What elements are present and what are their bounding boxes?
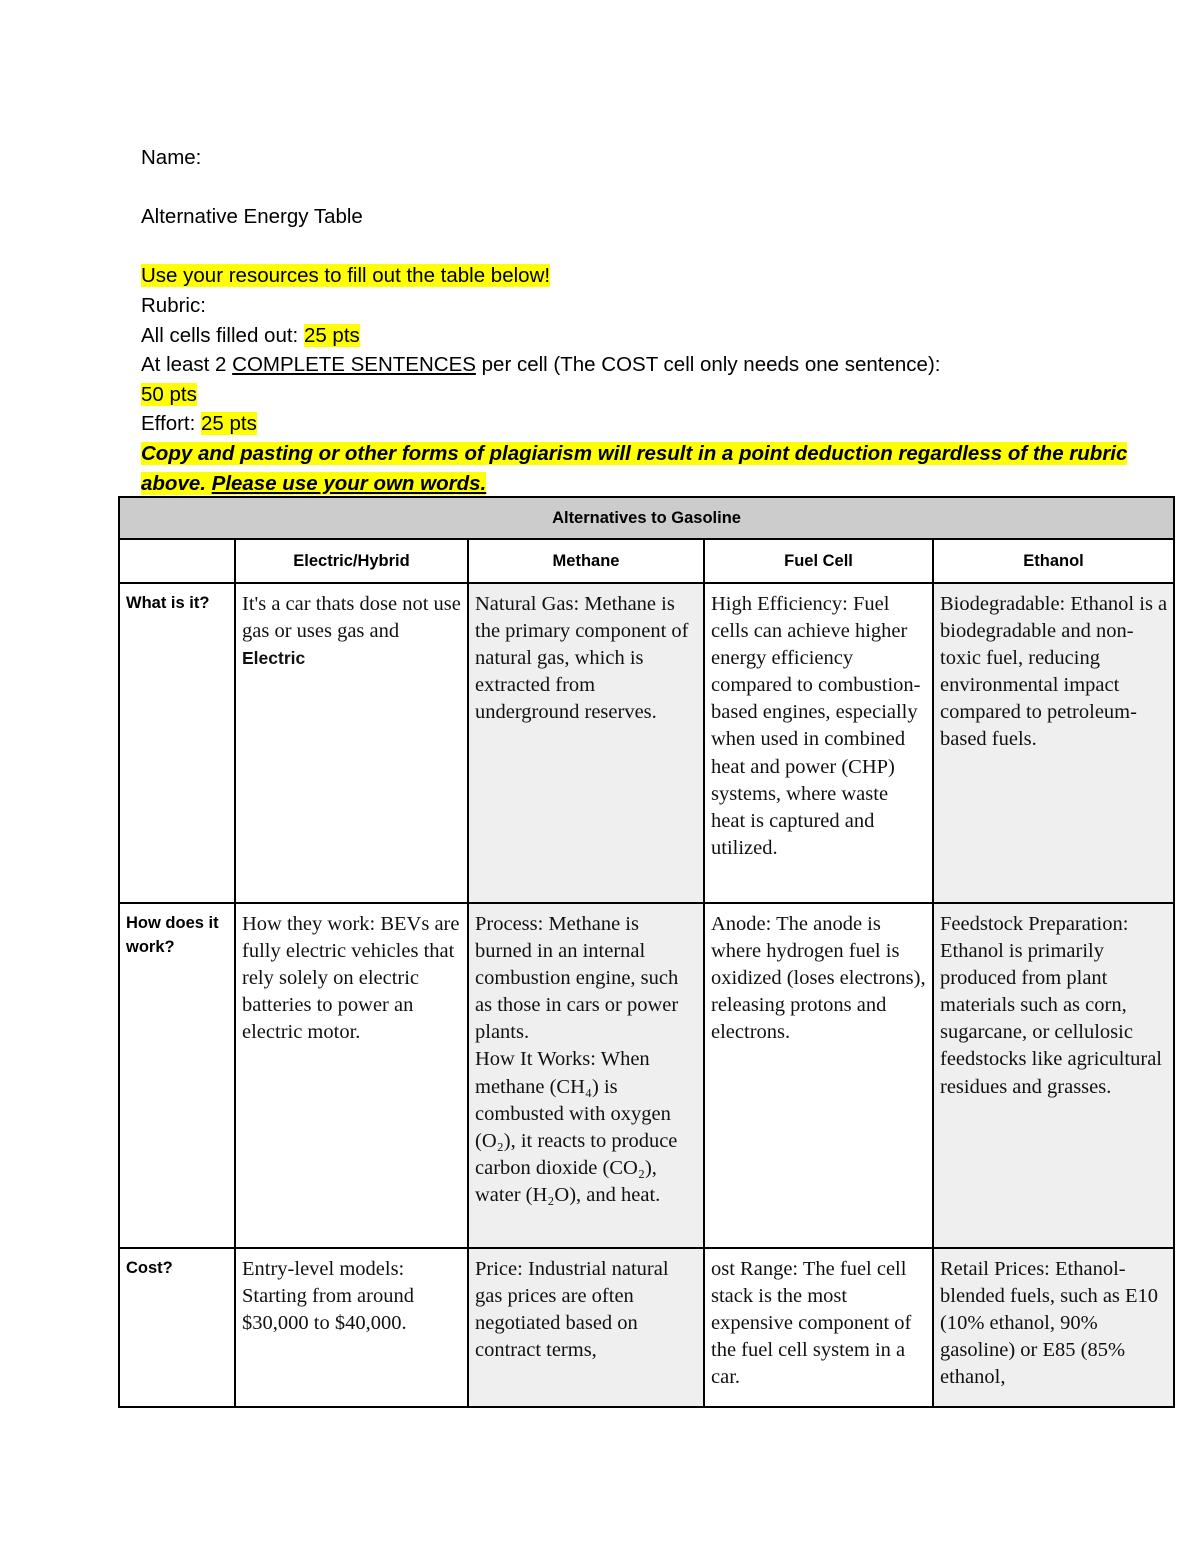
cell-methane-cost[interactable]: Price: Industrial natural gas prices are often negotiated based on contract terms, — [468, 1248, 704, 1407]
row-header-how-does-it-work: How does it work? — [119, 903, 235, 1248]
alternative-energy-table — [118, 496, 1175, 1408]
cell-ethanol-what[interactable]: Biodegradable: Ethanol is a biodegradable and non-toxic fuel, reducing environmental impact compared to petroleum-based fuels. — [933, 583, 1174, 903]
column-header-ethanol: Ethanol — [933, 539, 1174, 583]
rubric-item-sentences-underline: COMPLETE SENTENCES — [232, 353, 476, 377]
plagiarism-warning-underline: Please use your own words. — [211, 471, 487, 495]
cell-ethanol-cost[interactable]: Retail Prices: Ethanol-blended fuels, such as E10 (10% ethanol, 90% gasoline) or E85 (85% ethanol, — [933, 1248, 1174, 1407]
cell-methane-how-process: Process: Methane is burned in an internal combustion engine, such as those in cars or power plants. — [475, 913, 679, 1044]
cell-electric-what[interactable] — [235, 583, 468, 903]
rubric-item-sentences-points: 50 pts — [141, 382, 197, 406]
plagiarism-warning-text: Copy and pasting or other forms of plagiarism will result in a point deduction regardless of the rubric above. — [141, 441, 1128, 495]
cell-methane-how[interactable] — [468, 903, 704, 1248]
cell-electric-what-bold: Electric — [242, 648, 306, 669]
name-label: Name: — [141, 146, 202, 169]
table-row — [119, 903, 1174, 1248]
plagiarism-warning — [141, 439, 1141, 498]
row-header-cost: Cost? — [119, 1248, 235, 1407]
table-header-row — [119, 539, 1174, 583]
cell-electric-how[interactable]: How they work: BEVs are fully electric vehicles that rely solely on electric batteries to power an electric motor. — [235, 903, 468, 1248]
cell-fuel-cell-how[interactable]: Anode: The anode is where hydrogen fuel is oxidized (loses electrons), releasing protons and electrons. — [704, 903, 933, 1248]
assignment-header — [141, 143, 1141, 498]
table-title-row — [119, 497, 1174, 539]
rubric-item-effort-points: 25 pts — [201, 412, 257, 436]
table-row — [119, 583, 1174, 903]
rubric-item-sentences-points-line — [141, 380, 1141, 410]
table-row — [119, 1248, 1174, 1407]
rubric-item-effort-text: Effort: — [141, 412, 202, 436]
rubric-item-filled — [141, 321, 1141, 351]
rubric-item-sentences — [141, 350, 1141, 380]
column-header-fuel-cell: Fuel Cell — [704, 539, 933, 583]
corner-cell — [119, 539, 235, 583]
cell-methane-how-works: How It Works: When methane (CH₄) is combusted with oxygen (O₂), it reacts to produce carbon dioxide (CO₂), water (H₂O), and heat. — [475, 1048, 678, 1206]
cell-electric-what-text: It's a car thats dose not use gas or uses gas and — [242, 593, 461, 643]
rubric-item-filled-points: 25 pts — [303, 323, 360, 347]
instruction-text: Use your resources to fill out the table below! — [141, 264, 551, 288]
cell-fuel-cell-what[interactable]: High Efficiency: Fuel cells can achieve higher energy efficiency compared to combustion-based engines, especially when used in combined heat and power (CHP) systems, where waste heat is captured and utilized. — [704, 583, 933, 903]
rubric-item-filled-text: All cells filled out: — [141, 323, 304, 347]
cell-methane-what[interactable]: Natural Gas: Methane is the primary component of natural gas, which is extracted from underground reserves. — [468, 583, 704, 903]
rubric-item-sentences-text-b: per cell (The COST cell only needs one sentence): — [475, 353, 941, 377]
rubric-label: Rubric: — [141, 293, 206, 317]
column-header-methane: Methane — [468, 539, 704, 583]
column-header-electric-hybrid: Electric/Hybrid — [235, 539, 468, 583]
row-header-what-is-it: What is it? — [119, 583, 235, 903]
cell-ethanol-how[interactable]: Feedstock Preparation: Ethanol is primarily produced from plant materials such as corn, sugarcane, or cellulosic feedstocks like agricultural residues and grasses. — [933, 903, 1174, 1248]
document-title: Alternative Energy Table — [141, 205, 363, 229]
cell-electric-cost[interactable]: Entry-level models: Starting from around $30,000 to $40,000. — [235, 1248, 468, 1407]
rubric-item-sentences-text-a: At least 2 — [141, 353, 233, 377]
instruction-line — [141, 261, 1141, 291]
rubric-item-effort — [141, 409, 1141, 439]
cell-fuel-cell-cost[interactable]: ost Range: The fuel cell stack is the most expensive component of the fuel cell system in a car. — [704, 1248, 933, 1407]
table-title: Alternatives to Gasoline — [119, 497, 1174, 539]
